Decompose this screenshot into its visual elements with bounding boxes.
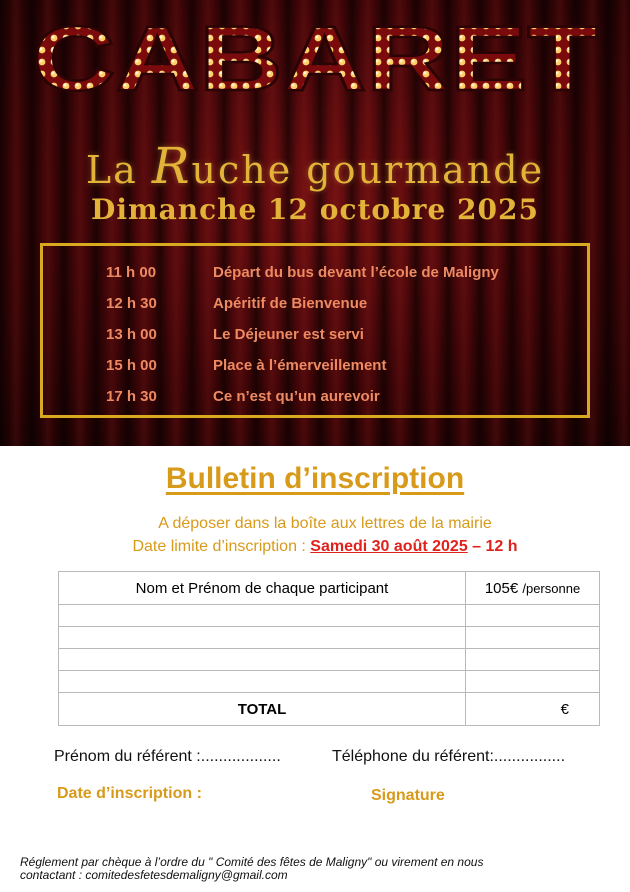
header-price: [466, 572, 600, 605]
payment-contact-line: contactant : comitedesfetesdemaligny@gmail.com: [20, 868, 288, 882]
table-row: [59, 627, 600, 649]
instructions: [0, 515, 630, 556]
program-activity: Départ du bus devant l’école de Maligny: [213, 264, 499, 281]
participant-amount-cell[interactable]: [466, 605, 600, 627]
program-time: 13 h 00: [106, 326, 157, 343]
table-row: [59, 671, 600, 693]
program-row: [43, 326, 587, 350]
deadline-time: – 12 h: [467, 538, 518, 555]
participant-amount-cell[interactable]: [466, 671, 600, 693]
payment-note: [20, 856, 580, 882]
program-row: [43, 295, 587, 319]
program-activity: Ce n’est qu’un aurevoir: [213, 388, 380, 405]
price-value: 105€: [484, 579, 523, 597]
program-time: 12 h 30: [106, 295, 157, 312]
referent-firstname-field[interactable]: Prénom du référent :..................: [54, 748, 281, 765]
program-time: 11 h 00: [106, 264, 157, 281]
registration-date-label: Date d’inscription :: [57, 785, 202, 802]
event-date: Dimanche 12 octobre 2025: [91, 193, 539, 226]
participant-name-cell[interactable]: [59, 649, 466, 671]
show-title-rest: uche gourmande: [191, 148, 545, 192]
signature-label: Signature: [371, 787, 445, 804]
show-title: [0, 137, 630, 195]
payment-note-line: Réglement par chèque à l’ordre du " Comité des fêtes de Maligny" ou virement en nous: [20, 855, 484, 869]
program-row: [43, 388, 587, 412]
table-row: [59, 649, 600, 671]
program-row: [43, 357, 587, 381]
header-participant-name: Nom et Prénom de chaque participant: [59, 572, 466, 605]
deadline-label: Date limite d’inscription :: [132, 538, 311, 555]
show-title-initial: R: [151, 137, 192, 195]
program-time: 17 h 30: [106, 388, 157, 405]
participants-table: [58, 571, 600, 726]
program-row: [43, 264, 587, 288]
program-box: [40, 243, 590, 418]
participant-name-cell[interactable]: [59, 605, 466, 627]
table-row: [59, 605, 600, 627]
form-title: Bulletin d’inscription: [165, 462, 465, 495]
participant-amount-cell[interactable]: [466, 627, 600, 649]
deadline-line: [0, 538, 630, 556]
marquee-title: CABARET: [32, 8, 598, 104]
participant-amount-cell[interactable]: [466, 649, 600, 671]
total-amount-cell[interactable]: €: [466, 693, 600, 726]
show-title-prefix: La: [85, 148, 152, 192]
program-activity: Le Déjeuner est servi: [213, 326, 364, 343]
program-activity: Place à l’émerveillement: [213, 357, 387, 374]
price-unit: /personne: [522, 580, 581, 596]
program-activity: Apéritif de Bienvenue: [213, 295, 368, 312]
marquee-sign: [0, 8, 630, 104]
deadline-date: Samedi 30 août 2025: [310, 538, 468, 555]
program-time: 15 h 00: [106, 357, 157, 374]
table-header: [59, 572, 600, 605]
total-label: TOTAL: [59, 693, 466, 726]
referent-phone-field[interactable]: Téléphone du référent:................: [332, 748, 566, 765]
participant-name-cell[interactable]: [59, 627, 466, 649]
drop-off-instruction: A déposer dans la boîte aux lettres de la mairie: [158, 515, 492, 532]
total-row: [59, 693, 600, 726]
participant-name-cell[interactable]: [59, 671, 466, 693]
